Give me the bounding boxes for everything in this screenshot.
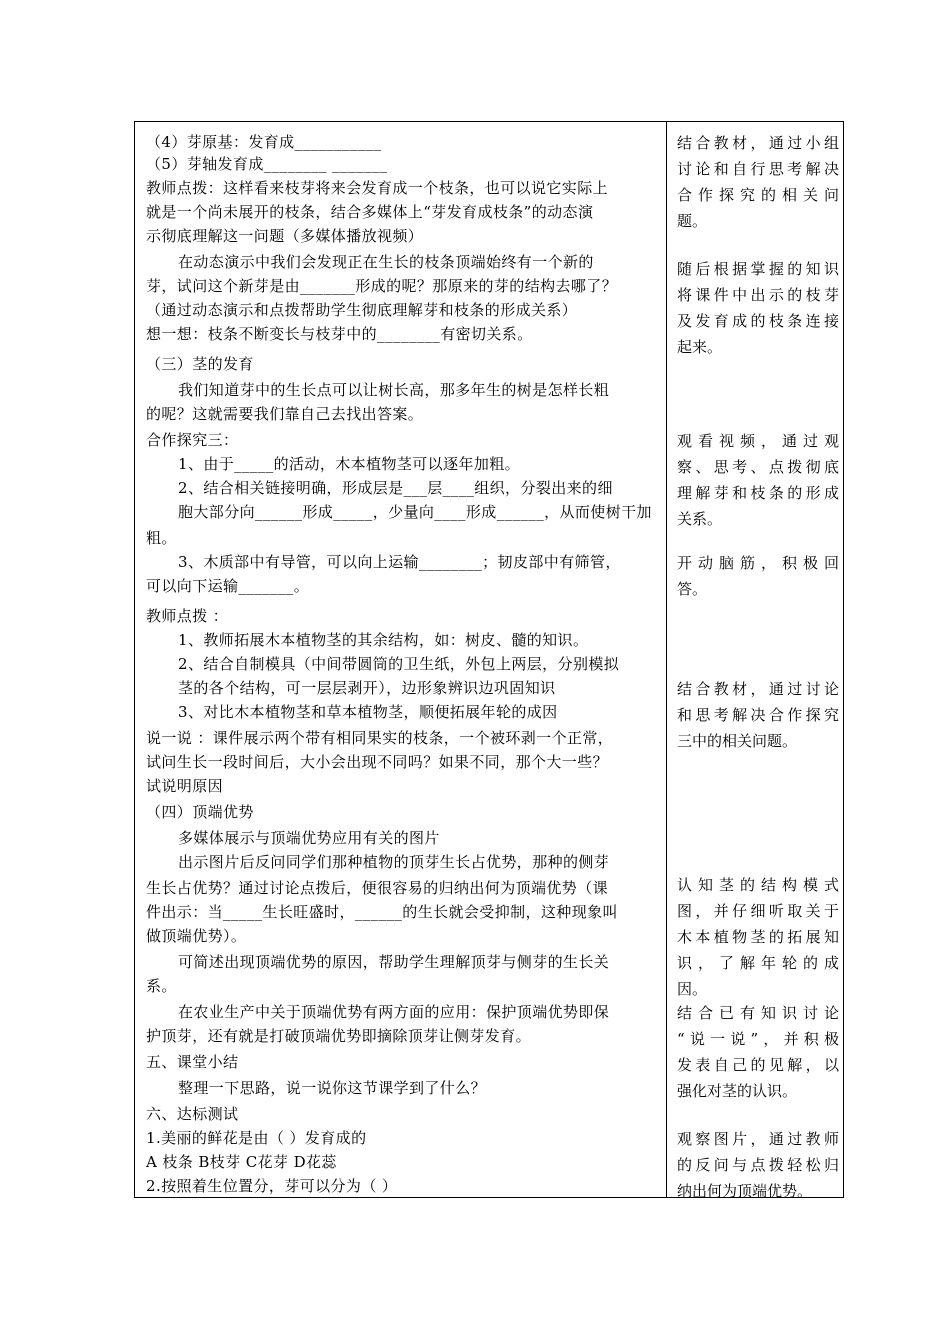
text-line: 五、课堂小结 [146, 1053, 239, 1071]
activity-note-line: 认知茎的结构模式 [677, 876, 839, 894]
activity-note-line: 观察图片，通过教师 [677, 1130, 839, 1148]
activity-note-line: 发表自己的见解，以 [677, 1056, 839, 1074]
activity-note-line: 观看视频，通过观 [677, 432, 839, 450]
text-line: 生长占优势？通过讨论点拨后，便很容易的归纳出何为顶端优势（课 [146, 879, 609, 897]
text-line: 2.按照着生位置分，芽可以分为（ ） [146, 1177, 398, 1195]
activity-note-line: 讨论和自行思考解决 [677, 160, 839, 178]
text-line: 说一说 ：课件展示两个带有相同果实的枝条，一个被环剥一个正常， [146, 729, 614, 747]
activity-note-line: 纳出何为顶端优势。 [677, 1182, 813, 1200]
activity-note-line: 答。 [677, 580, 708, 598]
activity-note [677, 872, 839, 1002]
text-line: （四）顶端优势 [146, 803, 254, 821]
text-line: 2、结合相关链接明确，形成层是___层____组织，分裂出来的细 [178, 479, 613, 497]
text-line: 在动态演示中我们会发现正在生长的枝条顶端始终有一个新的 [178, 253, 594, 271]
activity-note-line: 强化对茎的认识。 [677, 1082, 798, 1100]
text-line: 整理一下思路，说一说你这节课学到了什么？ [178, 1079, 487, 1097]
activity-note-line: “说一说”，并积极 [677, 1030, 839, 1048]
activity-note-line: 关系。 [677, 510, 723, 528]
text-line: 示彻底理解这一问题（多媒体播放视频） [146, 227, 424, 245]
text-line: （三）茎的发育 [146, 355, 254, 373]
text-line: 胞大部分向______形成_____，少量向____形成______，从而使树干加 [178, 503, 652, 521]
text-line: 做顶端优势）。 [146, 927, 247, 945]
activity-note-line: 和思考解决合作探究 [677, 706, 839, 724]
text-line: 1、教师拓展木本植物茎的其余结构，如：树皮、髓的知识。 [178, 631, 589, 649]
text-line: 在农业生产中关于顶端优势有两方面的应用：保护顶端优势即保 [178, 1003, 610, 1021]
activity-note [677, 676, 839, 754]
text-line: 试问生长一段时间后，大小会出现不同吗？如果不同，那个大一些？ [146, 753, 609, 771]
text-line: （通过动态演示和点拨帮助学生彻底理解芽和枝条的形成关系） [146, 301, 578, 319]
text-line: 多媒体展示与顶端优势应用有关的图片 [178, 829, 440, 847]
activity-note [677, 256, 839, 360]
text-line: 想一想：枝条不断变长与枝芽中的________有密切关系。 [146, 325, 533, 343]
text-line: （5）芽轴发育成________ _______ [146, 155, 388, 173]
text-line: 可简述出现顶端优势的原因，帮助学生理解顶芽与侧芽的生长关 [178, 953, 610, 971]
activity-note-line: 察、思考、点拨彻底 [677, 458, 839, 476]
text-line: 1.美丽的鲜花是由（ ）发育成的 [146, 1129, 367, 1147]
text-line: 就是一个尚未展开的枝条，结合多媒体上“芽发育成枝条”的动态演 [146, 203, 594, 221]
text-line: 粗。 [146, 529, 177, 547]
text-line: 试说明原因 [146, 777, 224, 795]
activity-note-line: 木本植物茎的拓展知 [677, 928, 839, 946]
activity-note-line: 因。 [677, 980, 708, 998]
text-line: （4）芽原基：发育成___________ [146, 133, 382, 151]
activity-note-line: 随后根据掌握的知识 [677, 260, 839, 278]
text-line: 1、由于_____的活动，木本植物茎可以逐年加粗。 [178, 455, 521, 473]
text-line: 教师点拨：这样看来枝芽将来会发育成一个枝条，也可以说它实际上 [146, 179, 609, 197]
text-line: 件出示：当_____生长旺盛时，______的生长就会受抑制，这种现象叫 [146, 903, 618, 921]
activity-note-line: 结合教材，通过讨论 [677, 680, 839, 698]
activity-note-line: 及发育成的枝条连接 [677, 312, 839, 330]
activity-note [677, 428, 839, 532]
activity-note [677, 1000, 839, 1104]
activity-note-line: 结合教材，通过小组 [677, 134, 839, 152]
activity-note-line: 题。 [677, 212, 708, 230]
activity-note [677, 550, 839, 602]
text-line: 2、结合自制模具（中间带圆筒的卫生纸，外包上两层，分别模拟 [178, 655, 620, 673]
text-line: 合作探究三： [146, 431, 239, 449]
text-line: 我们知道芽中的生长点可以让树长高，那多年生的树是怎样长粗 [178, 381, 610, 399]
text-line: 3、对比木本植物茎和草本植物茎，顺便拓展年轮的成因 [178, 703, 558, 721]
activity-note-line: 图，并仔细听取关于 [677, 902, 839, 920]
text-line: 系。 [146, 977, 177, 995]
text-line: 芽，试问这个新芽是由_______形成的呢？那原来的芽的结构去哪了？ [146, 277, 618, 295]
activity-note-line: 识，了解年轮的成 [677, 954, 839, 972]
activity-note-line: 开动脑筋，积极回 [677, 554, 839, 572]
text-line: 教师点拨 ： [146, 607, 229, 625]
activity-note-line: 三中的相关问题。 [677, 732, 798, 750]
text-line: 3、木质部中有导管，可以向上运输________；韧皮部中有筛管， [178, 553, 621, 571]
text-line: 六、达标测试 [146, 1105, 239, 1123]
activity-note-line: 结合已有知识讨论 [677, 1004, 839, 1022]
text-line: 护顶芽，还有就是打破顶端优势即摘除顶芽让侧芽发育。 [146, 1027, 532, 1045]
activity-note [677, 1126, 839, 1204]
text-line: 的呢？这就需要我们靠自己去找出答案。 [146, 405, 424, 423]
activity-note-line: 理解芽和枝条的形成 [677, 484, 839, 502]
text-line: 可以向下运输_______。 [146, 577, 310, 595]
activity-note-line: 的反问与点拨轻松归 [677, 1156, 839, 1174]
activity-note-line: 合作探究的相关问 [677, 186, 839, 204]
text-line: 出示图片后反问同学们那种植物的顶芽生长占优势，那种的侧芽 [178, 853, 610, 871]
activity-note [677, 130, 839, 234]
text-line: A 枝条 B枝芽 C花芽 D花蕊 [146, 1153, 337, 1171]
activity-note-line: 将课件中出示的枝芽 [677, 286, 839, 304]
column-divider [666, 121, 667, 1198]
text-line: 茎的各个结构，可一层层剥开），边形象辨识边巩固知识 [178, 679, 556, 697]
activity-note-line: 起来。 [677, 338, 723, 356]
